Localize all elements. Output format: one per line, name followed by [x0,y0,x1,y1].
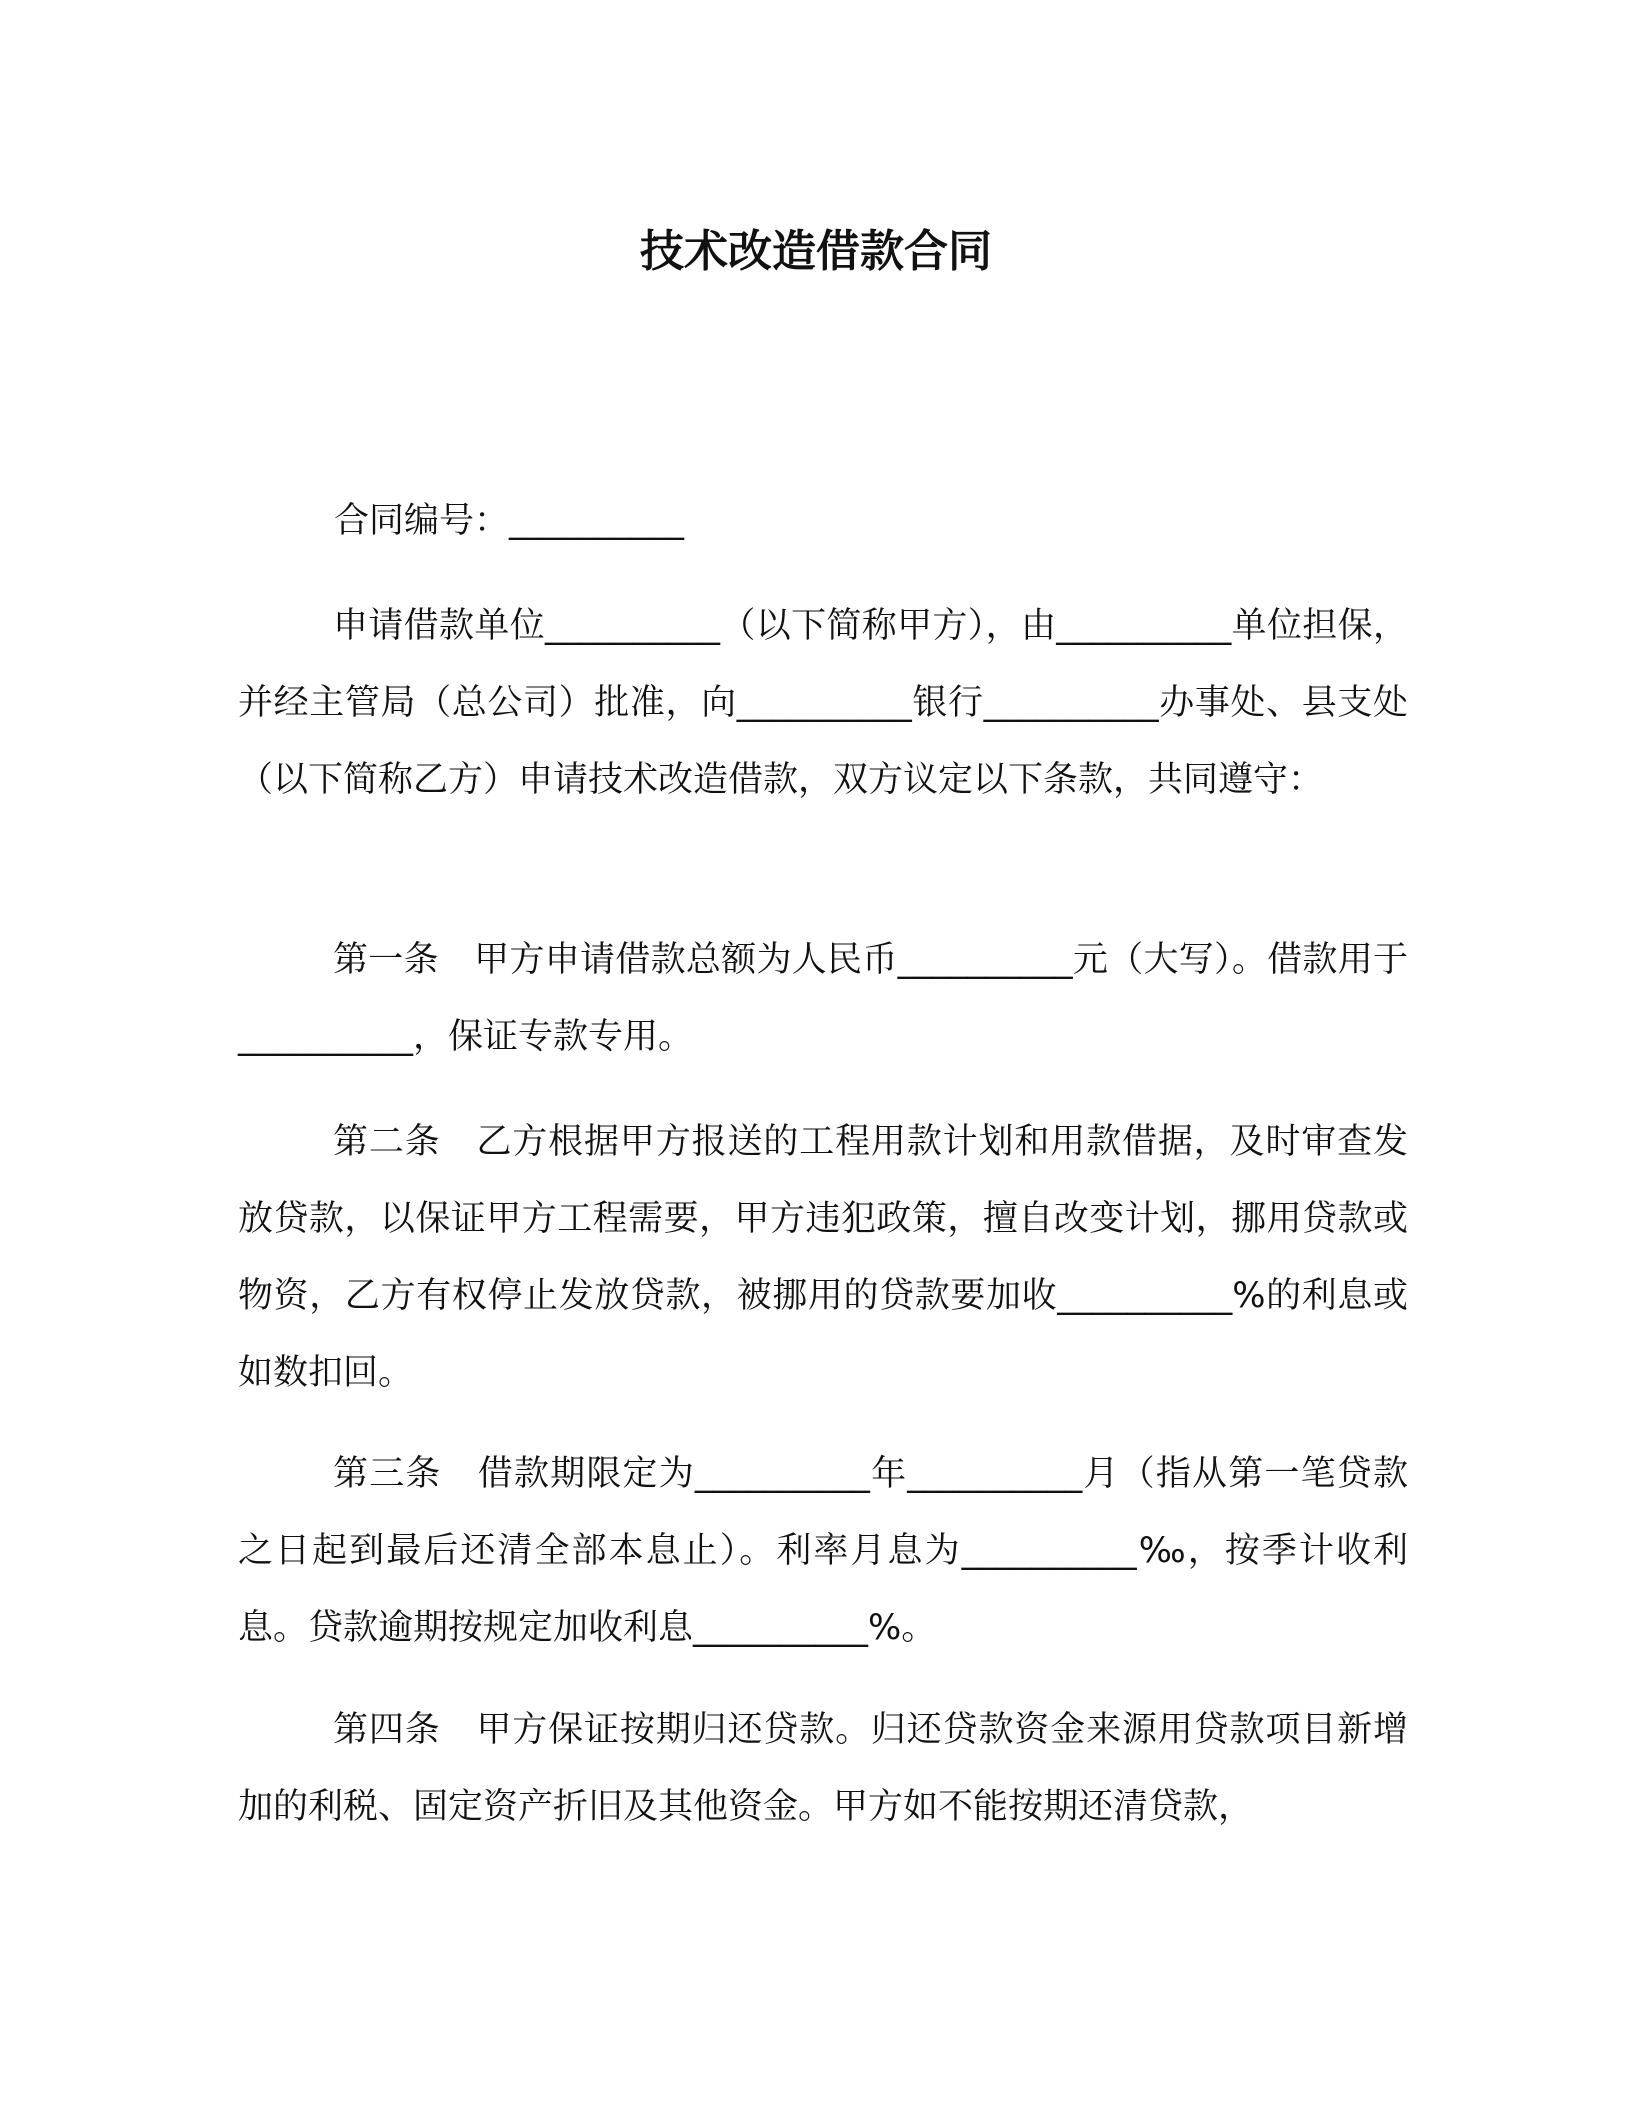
preamble-paragraph: 申请借款单位__________（以下简称甲方），由__________单位担保，并经主管局（总公司）批准，向__________银行__________办事处、县支处（以下简称乙方）申请技术改造借款，双方议定以下条款，共同遵守： [238,606,1408,800]
article-2-paragraph: 第二条 乙方根据甲方报送的工程用款计划和用款借据，及时审查发放贷款，以保证甲方工程需要，甲方违犯政策，擅自改变计划，挪用贷款或物资，乙方有权停止发放贷款，被挪用的贷款要加收__________%的利息或如数扣回。 [238,1122,1408,1393]
article-1-paragraph: 第一条 甲方申请借款总额为人民币__________元（大写）。借款用于__________，保证专款专用。 [238,940,1408,1057]
article-4-paragraph: 第四条 甲方保证按期归还贷款。归还贷款资金来源用贷款项目新增加的利税、固定资产折旧及其他资金。甲方如不能按期还清贷款， [238,1710,1408,1827]
contract-number-line: 合同编号：__________ [334,501,685,541]
article-3-paragraph: 第三条 借款期限定为__________年__________月（指从第一笔贷款之日起到最后还清全部本息止）。利率月息为__________‰，按季计收利息。贷款逾期按规定加收利息__________%。 [238,1454,1408,1648]
document-title: 技术改造借款合同 [640,226,992,277]
